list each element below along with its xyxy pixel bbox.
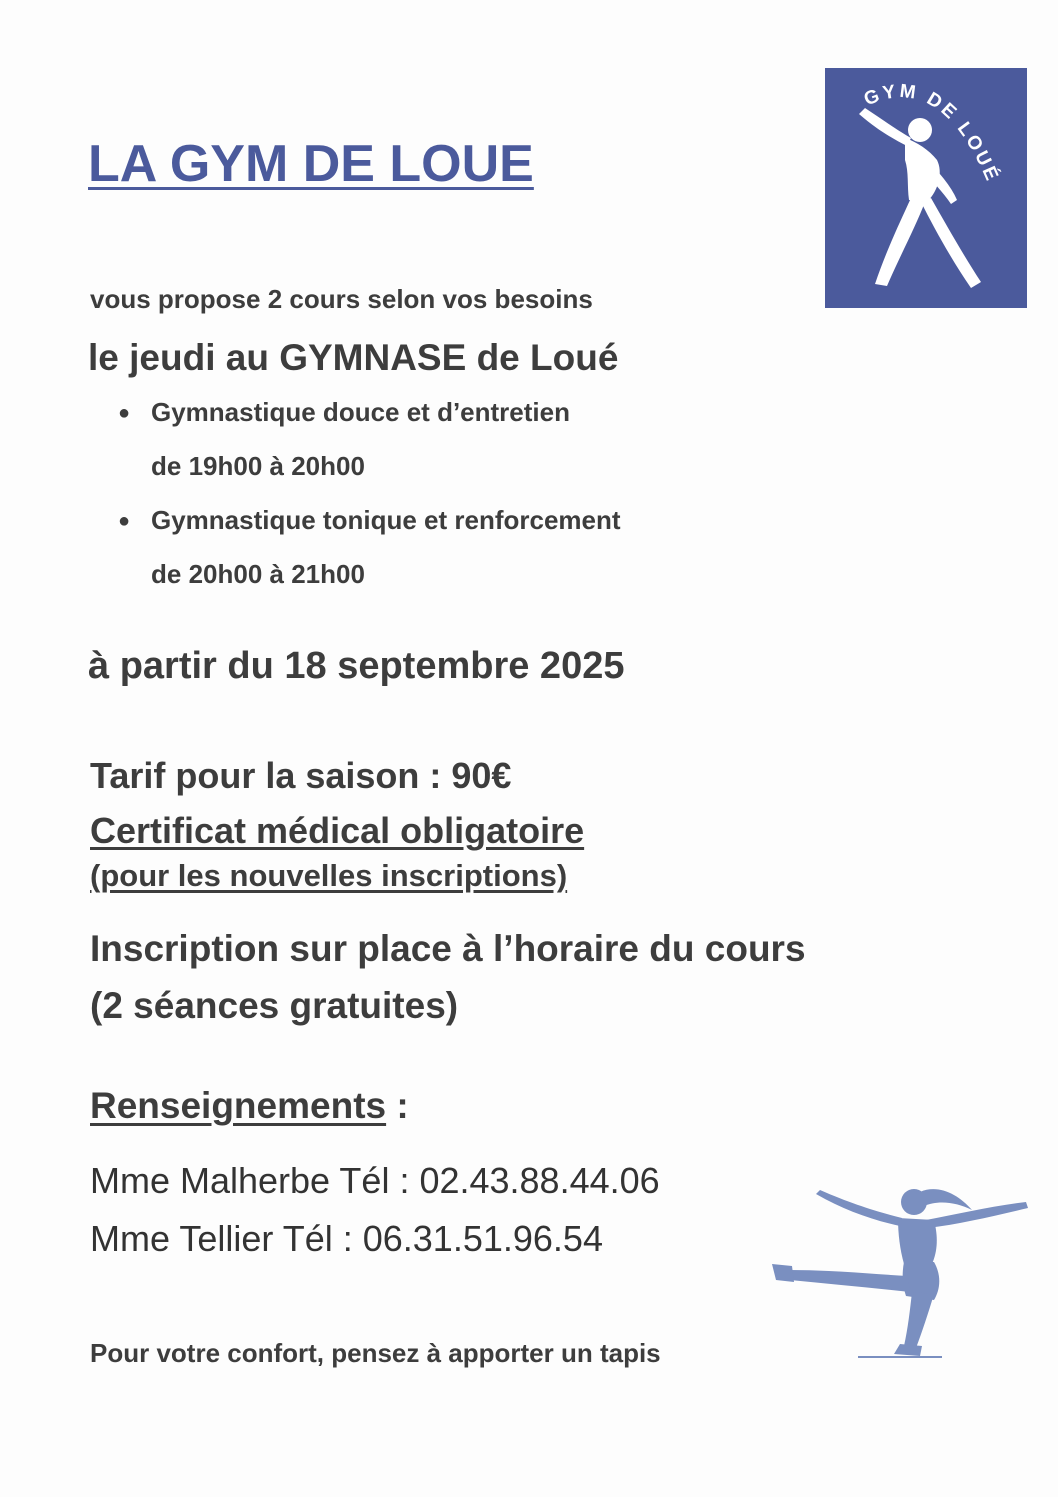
bullet-icon: ● (118, 510, 131, 532)
info-heading-label: Renseignements (90, 1085, 387, 1126)
logo-graphic (825, 68, 1027, 308)
dancer-illustration (762, 1180, 1032, 1360)
course-item (118, 386, 570, 493)
price-text: Tarif pour la saison : 90€ (90, 755, 512, 796)
course-time: de 20h00 à 21h00 (151, 559, 365, 589)
info-heading (90, 1085, 409, 1127)
flyer-title: LA GYM DE LOUE (88, 135, 534, 193)
venue-text: le jeudi au GYMNASE de Loué (88, 337, 619, 378)
course-item (118, 494, 621, 601)
info-heading-colon: : (386, 1085, 409, 1126)
logo-text: GYM DE LOUÉ (861, 80, 1004, 187)
intro-text: vous propose 2 cours selon vos besoins (90, 284, 593, 314)
course-name: Gymnastique douce et d’entretien (151, 397, 570, 427)
contact-line: Mme Malherbe Tél : 02.43.88.44.06 (90, 1160, 660, 1201)
free-sessions-line: (2 séances gratuites) (90, 985, 459, 1026)
contact-line: Mme Tellier Tél : 06.31.51.96.54 (90, 1218, 603, 1259)
bullet-icon: ● (118, 402, 131, 424)
start-date: à partir du 18 septembre 2025 (88, 645, 625, 687)
footer-note: Pour votre confort, pensez à apporter un tapis (90, 1338, 661, 1368)
course-name: Gymnastique tonique et renforcement (151, 505, 621, 535)
gym-logo (825, 68, 1027, 308)
course-time: de 19h00 à 20h00 (151, 451, 365, 481)
dancer-icon (762, 1180, 1032, 1360)
medical-certificate: Certificat médical obligatoire (90, 810, 585, 851)
registration-info (90, 920, 806, 1034)
certificate-note: (pour les nouvelles inscriptions) (90, 858, 568, 893)
registration-line: Inscription sur place à l’horaire du cours (90, 928, 806, 969)
